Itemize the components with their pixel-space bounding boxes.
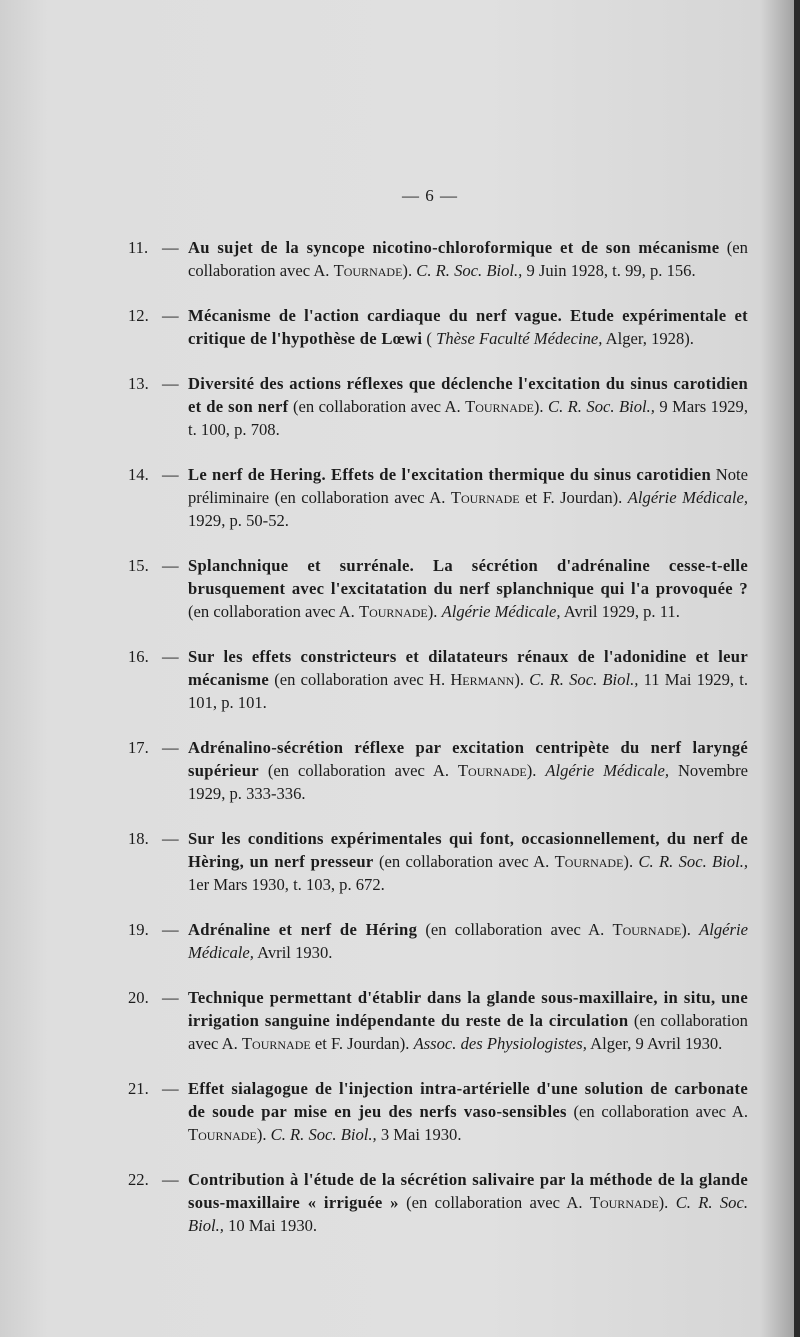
- collab-prefix: (en collaboration avec A.: [425, 920, 613, 939]
- entry-details: 10 Mai 1930.: [228, 1216, 318, 1235]
- collab-prefix: (en collaboration avec A.: [188, 1011, 748, 1053]
- entry-journal: Thèse Faculté Médecine,: [436, 329, 603, 348]
- entry-number: 16.: [128, 647, 149, 666]
- entry-journal: C. R. Soc. Biol.,: [548, 397, 655, 416]
- entry-collaboration: [379, 852, 633, 871]
- entry-details: 9 Mars 1929, t. 100, p. 708.: [188, 397, 748, 439]
- entry-number: 22.: [128, 1170, 149, 1189]
- bibliography-entry: [128, 645, 748, 714]
- bibliography-entry: [128, 554, 748, 623]
- entry-title: Adrénalino-sécrétion réflexe par excitation centripète du nerf laryngé supérieur: [188, 738, 748, 780]
- entry-dash: —: [162, 238, 179, 257]
- entry-title: Adrénaline et nerf de Héring: [188, 920, 418, 939]
- entry-text: [188, 554, 748, 623]
- collab-name: Tournade: [465, 397, 534, 416]
- collab-suffix: ).: [623, 852, 634, 871]
- bibliography-entry: [128, 372, 748, 441]
- collab-suffix: ).: [427, 602, 438, 621]
- entry-title: Sur les effets constricteurs et dilatateurs rénaux de l'adonidine et leur mécanisme: [188, 647, 748, 689]
- entry-dash: —: [162, 306, 179, 325]
- collab-name: Tournade: [457, 761, 527, 780]
- bibliography-entry: [128, 304, 748, 350]
- collab-suffix: et F. Jourdan).: [519, 488, 623, 507]
- entry-title: Contribution à l'étude de la sécrétion salivaire par la méthode de la glande sous-maxillaire « irriguée »: [188, 1170, 748, 1212]
- entry-collaboration: [268, 761, 537, 780]
- entry-title: Diversité des actions réflexes que déclenche l'excitation du sinus carotidien et de son nerf: [188, 374, 748, 416]
- collab-suffix: ).: [681, 920, 691, 939]
- entry-title: Technique permettant d'établir dans la glande sous-maxillaire, in situ, une irrigation sanguine indépendante du reste de la circulation: [188, 988, 748, 1030]
- collab-name: Tournade: [358, 602, 428, 621]
- entry-dash: —: [162, 829, 179, 848]
- entry-number: 12.: [128, 306, 149, 325]
- entry-journal: Algérie Médicale,: [545, 761, 670, 780]
- bibliography-entry: [128, 827, 748, 896]
- entry-journal: Algérie Médicale,: [627, 488, 748, 507]
- entry-journal: Algérie Médicale,: [188, 920, 748, 962]
- entry-dash: —: [162, 374, 179, 393]
- collab-prefix: (en collaboration avec A.: [573, 1102, 748, 1121]
- collab-name: Tournade: [333, 261, 403, 280]
- collab-name: Tournade: [612, 920, 682, 939]
- entry-details: 3 Mai 1930.: [380, 1125, 462, 1144]
- entry-number: 18.: [128, 829, 149, 848]
- collab-name: Tournade: [554, 852, 624, 871]
- collab-suffix: ).: [526, 761, 537, 780]
- entry-details: Alger, 9 Avril 1930.: [590, 1034, 723, 1053]
- entry-text: [188, 463, 748, 532]
- entry-collaboration: [406, 1193, 668, 1212]
- entry-title: Le nerf de Hering. Effets de l'excitation thermique du sinus carotidien: [188, 465, 712, 484]
- bibliography-entry: [128, 236, 748, 282]
- collab-prefix: (en collaboration avec H.: [274, 670, 451, 689]
- collab-suffix: ).: [402, 261, 413, 280]
- entry-number: 17.: [128, 738, 149, 757]
- entry-dash: —: [162, 920, 179, 939]
- collab-suffix: ).: [658, 1193, 669, 1212]
- entry-title: Sur les conditions expérimentales qui font, occasionnellement, du nerf de Hèring, un nerf presseur: [188, 829, 748, 871]
- entry-collaboration: [293, 397, 544, 416]
- entry-text: [188, 372, 748, 441]
- entry-dash: —: [162, 1170, 179, 1189]
- entry-details: Novembre 1929, p. 333-336.: [188, 761, 748, 803]
- bibliography-list: [128, 236, 748, 1259]
- entry-details: 9 Juin 1928, t. 99, p. 156.: [526, 261, 696, 280]
- entry-text: [188, 736, 748, 805]
- collab-prefix: Note préliminaire (en collaboration avec A.: [188, 465, 748, 507]
- collab-prefix: (en collaboration avec A.: [378, 852, 555, 871]
- entry-journal: Assoc. des Physiologistes,: [413, 1034, 587, 1053]
- entry-number: 21.: [128, 1079, 149, 1098]
- collab-suffix: ).: [533, 397, 544, 416]
- collab-name: Tournade: [241, 1034, 311, 1053]
- entry-text: [188, 1168, 748, 1237]
- entry-number: 14.: [128, 465, 149, 484]
- entry-details: Alger, 1928).: [605, 329, 694, 348]
- entry-dash: —: [162, 647, 179, 666]
- entry-title: Au sujet de la syncope nicotino-chloroformique et de son mécanisme: [188, 238, 720, 257]
- entry-dash: —: [162, 465, 179, 484]
- entry-collaboration: [425, 920, 691, 939]
- entry-details: Avril 1929, p. 11.: [563, 602, 680, 621]
- entry-title: Splanchnique et surrénale. La sécrétion d'adrénaline cesse-t-elle brusquement avec l'excitatation du nerf splanchnique qui l'a provoquée ?: [188, 556, 748, 598]
- entry-collaboration: [274, 670, 524, 689]
- entry-dash: —: [162, 988, 179, 1007]
- entry-title: Effet sialagogue de l'injection intra-artérielle d'une solution de carbonate de soude par mise en jeu des nerfs vaso-sensibles: [188, 1079, 748, 1121]
- entry-text: [188, 304, 748, 350]
- collab-suffix: et F. Jourdan).: [310, 1034, 410, 1053]
- entry-collaboration: [426, 329, 432, 348]
- entry-collaboration: [188, 602, 437, 621]
- bibliography-entry: [128, 986, 748, 1055]
- entry-journal: C. R. Soc. Biol.,: [529, 670, 639, 689]
- entry-journal: C. R. Soc. Biol.,: [188, 1193, 748, 1235]
- entry-details: 11 Mai 1929, t. 101, p. 101.: [188, 670, 748, 712]
- collab-prefix: (en collaboration avec A.: [188, 238, 748, 280]
- entry-details: 1929, p. 50-52.: [188, 511, 289, 530]
- collab-prefix: (en collaboration avec A.: [292, 397, 466, 416]
- entry-journal: C. R. Soc. Biol.,: [270, 1125, 377, 1144]
- collab-name: Tournade: [450, 488, 520, 507]
- bibliography-entry: [128, 1077, 748, 1146]
- collab-name: Tournade: [188, 1125, 257, 1144]
- collab-suffix: ).: [256, 1125, 267, 1144]
- entry-number: 19.: [128, 920, 149, 939]
- entry-number: 15.: [128, 556, 149, 575]
- entry-text: [188, 986, 748, 1055]
- entry-text: [188, 1077, 748, 1146]
- entry-details: 1er Mars 1930, t. 103, p. 672.: [188, 875, 385, 894]
- bibliography-entry: [128, 463, 748, 532]
- collab-name: Tournade: [589, 1193, 659, 1212]
- entry-text: [188, 645, 748, 714]
- bibliography-entry: [128, 736, 748, 805]
- entry-dash: —: [162, 738, 179, 757]
- collab-prefix: (en collaboration avec A.: [406, 1193, 590, 1212]
- bibliography-entry: [128, 918, 748, 964]
- entry-number: 20.: [128, 988, 149, 1007]
- entry-journal: C. R. Soc. Biol.,: [638, 852, 749, 871]
- page-number: — 6 —: [402, 186, 458, 205]
- entry-journal: Algérie Médicale,: [441, 602, 561, 621]
- entry-journal: C. R. Soc. Biol.,: [416, 261, 523, 280]
- collab-prefix: (en collaboration avec A.: [267, 761, 458, 780]
- entry-dash: —: [162, 556, 179, 575]
- entry-text: [188, 918, 748, 964]
- entry-number: 11.: [128, 238, 149, 257]
- entry-text: [188, 827, 748, 896]
- entry-details: Avril 1930.: [257, 943, 333, 962]
- entry-dash: —: [162, 1079, 179, 1098]
- page-edge-shadow: [794, 0, 800, 1337]
- collab-prefix: (en collaboration avec A.: [188, 602, 359, 621]
- entry-title: Mécanisme de l'action cardiaque du nerf vague. Etude expérimentale et critique de l'hypothèse de Lœwi: [188, 306, 748, 348]
- bibliography-entry: [128, 1168, 748, 1237]
- collab-suffix: (: [426, 329, 432, 348]
- collab-name: Hermann: [450, 670, 515, 689]
- entry-text: [188, 236, 748, 282]
- collab-suffix: ).: [514, 670, 524, 689]
- entry-number: 13.: [128, 374, 149, 393]
